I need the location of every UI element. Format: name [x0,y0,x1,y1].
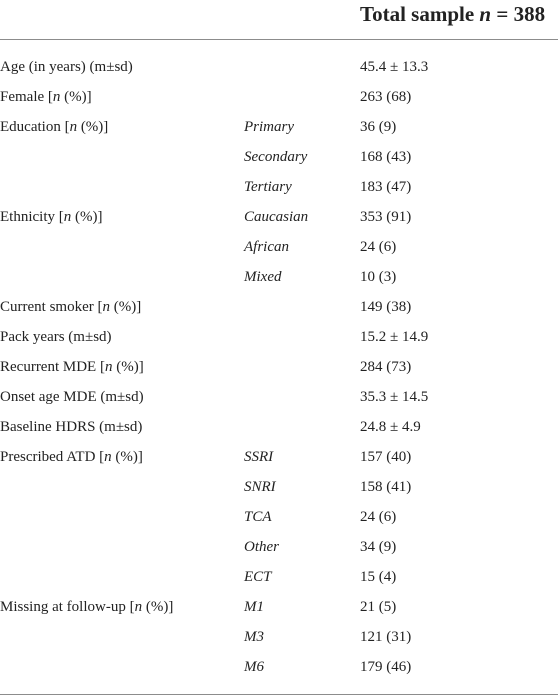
row-value: 149 (38) [360,299,412,315]
row-label: Onset age MDE (m±sd) [0,389,144,405]
row-subcategory: Tertiary [244,179,292,195]
table-row [0,112,558,142]
row-subcategory: Primary [244,119,294,135]
row-value: 24 (6) [360,239,397,255]
table-row [0,442,558,472]
table-row [0,172,558,202]
total-sample-heading [360,0,558,25]
row-value: 35.3 ± 14.5 [360,389,429,405]
row-value: 10 (3) [360,269,397,285]
row-label: Prescribed ATD [n (%)] [0,449,143,465]
table-row [0,532,558,562]
table-row [0,652,558,682]
table-row [0,142,558,172]
row-value: 183 (47) [360,179,412,195]
row-value: 157 (40) [360,449,412,465]
row-subcategory: SNRI [244,479,276,495]
bottom-rule [0,694,558,695]
row-value: 353 (91) [360,209,412,225]
table-body [0,40,558,682]
row-value: 45.4 ± 13.3 [360,59,429,75]
row-label: Current smoker [n (%)] [0,299,142,315]
table-row [0,622,558,652]
row-value: 263 (68) [360,89,412,105]
row-subcategory: Other [244,539,279,555]
row-label: Pack years (m±sd) [0,329,112,345]
table-row [0,502,558,532]
table-row [0,202,558,232]
row-value: 24 (6) [360,509,397,525]
row-value: 15.2 ± 14.9 [360,329,429,345]
row-value: 15 (4) [360,569,397,585]
table-row [0,562,558,592]
row-subcategory: Mixed [244,269,282,285]
row-label: Baseline HDRS (m±sd) [0,419,143,435]
table-row [0,592,558,622]
table-row [0,232,558,262]
row-label: Female [n (%)] [0,89,92,105]
table-row [0,352,558,382]
row-subcategory: Caucasian [244,209,309,225]
total-suffix: = 388 [491,2,546,26]
row-label: Education [n (%)] [0,119,109,135]
row-value: 158 (41) [360,479,412,495]
row-subcategory: SSRI [244,449,274,465]
row-subcategory: M1 [244,599,264,615]
total-n-symbol: n [479,2,492,26]
row-value: 284 (73) [360,359,412,375]
table-row [0,412,558,442]
row-value: 34 (9) [360,539,397,555]
table-row [0,322,558,352]
row-subcategory: M3 [244,629,264,645]
row-subcategory: ECT [244,569,272,585]
row-label: Recurrent MDE [n (%)] [0,359,144,375]
row-value: 168 (43) [360,149,412,165]
row-label: Ethnicity [n (%)] [0,209,103,225]
row-subcategory: M6 [244,659,264,675]
table-row [0,262,558,292]
row-label: Age (in years) (m±sd) [0,59,133,75]
table-row [0,472,558,502]
row-subcategory: Secondary [244,149,308,165]
row-value: 36 (9) [360,119,397,135]
row-label: Missing at follow-up [n (%)] [0,599,174,615]
row-subcategory: TCA [244,509,272,525]
row-value: 179 (46) [360,659,412,675]
total-prefix: Total sample [360,2,480,26]
row-value: 24.8 ± 4.9 [360,419,421,435]
row-value: 21 (5) [360,599,397,615]
table-header [0,0,558,40]
table-row [0,292,558,322]
row-value: 121 (31) [360,629,412,645]
table-row [0,382,558,412]
table-row [0,52,558,82]
table-row [0,82,558,112]
row-subcategory: African [244,239,289,255]
